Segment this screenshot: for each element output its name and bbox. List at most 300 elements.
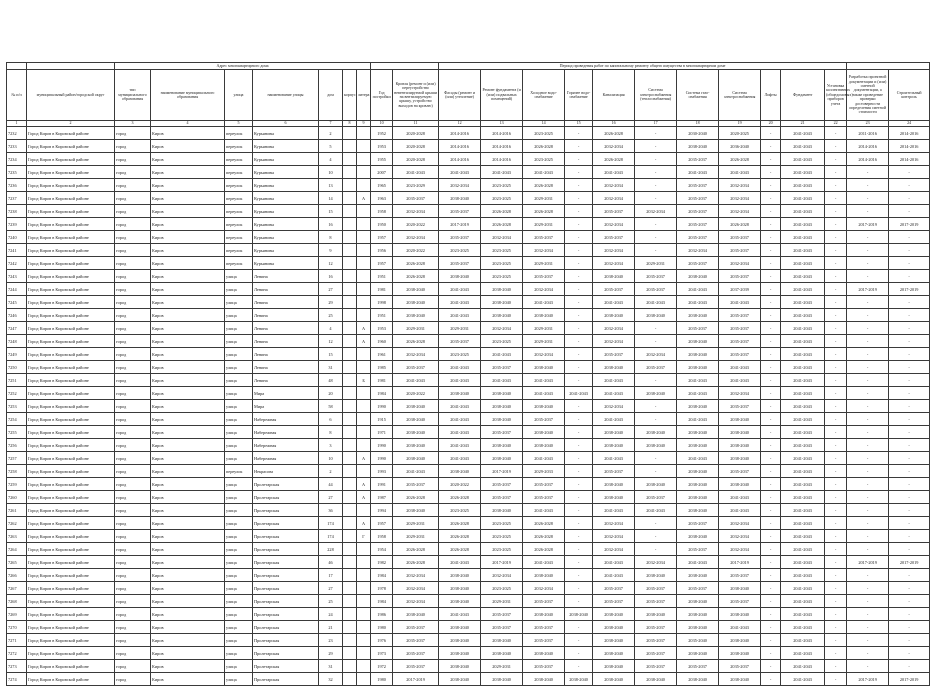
table-cell: 2035-2040 xyxy=(677,634,719,647)
table-cell: улица xyxy=(225,621,253,634)
table-cell: - xyxy=(825,127,847,140)
table-cell: 2035-2037 xyxy=(677,582,719,595)
table-cell: - xyxy=(635,231,677,244)
table-cell: - xyxy=(889,322,930,335)
table-cell: 2041-2043 xyxy=(781,608,825,621)
table-cell: 2035-2037 xyxy=(635,647,677,660)
table-cell: - xyxy=(761,647,781,660)
table-cell: 2035-2037 xyxy=(677,517,719,530)
table-row xyxy=(7,387,930,400)
table-cell: 31 xyxy=(319,361,343,374)
table-cell: - xyxy=(565,582,593,595)
table-cell: - xyxy=(825,309,847,322)
table-cell: 4 xyxy=(319,153,343,166)
table-cell: 2041-2043 xyxy=(781,361,825,374)
table-cell: Пролетарская xyxy=(253,530,319,543)
table-cell: - xyxy=(635,465,677,478)
table-cell: 7241 xyxy=(7,244,27,257)
table-cell: улица xyxy=(225,660,253,673)
table-cell: - xyxy=(565,192,593,205)
table-cell: Ленина xyxy=(253,361,319,374)
table-cell: 2038-2040 xyxy=(565,673,593,686)
table-cell: 2023-2025 xyxy=(523,127,565,140)
table-cell: - xyxy=(565,309,593,322)
table-cell: Киров xyxy=(151,283,225,296)
table-cell: Киров xyxy=(151,504,225,517)
table-cell: 1990 xyxy=(371,439,393,452)
table-cell: Киров xyxy=(151,478,225,491)
table-cell: Город Киров в Кировской районе xyxy=(27,374,115,387)
table-cell xyxy=(357,400,371,413)
table-cell: - xyxy=(825,153,847,166)
table-cell: 2035-2037 xyxy=(635,283,677,296)
table-cell: 2038-2040 xyxy=(593,309,635,322)
table-cell: - xyxy=(825,400,847,413)
table-row xyxy=(7,257,930,270)
column-header: наименование улицы xyxy=(253,70,319,121)
table-cell: - xyxy=(847,569,889,582)
table-cell: 2038-2040 xyxy=(481,439,523,452)
table-cell: Киров xyxy=(151,556,225,569)
table-cell: 2014-2016 xyxy=(847,140,889,153)
table-cell: 2041-2043 xyxy=(781,452,825,465)
table-row xyxy=(7,465,930,478)
table-cell xyxy=(357,283,371,296)
table-cell: 2041-2043 xyxy=(393,374,439,387)
table-cell: 2035-2037 xyxy=(593,595,635,608)
table-cell: 2041-2043 xyxy=(481,348,523,361)
table-cell: - xyxy=(825,205,847,218)
table-cell: - xyxy=(565,452,593,465)
table-cell xyxy=(343,478,357,491)
table-cell: 2014-2016 xyxy=(889,153,930,166)
table-cell xyxy=(343,374,357,387)
table-cell: - xyxy=(565,361,593,374)
table-cell: 2035-2037 xyxy=(523,413,565,426)
table-cell xyxy=(343,309,357,322)
table-cell xyxy=(343,673,357,686)
table-cell: 2041-2043 xyxy=(781,309,825,322)
table-cell: 2038-2040 xyxy=(719,439,761,452)
table-cell: 2023-2025 xyxy=(481,257,523,270)
table-cell: - xyxy=(825,283,847,296)
table-cell: 2038-2040 xyxy=(481,452,523,465)
table-cell: 2026-2028 xyxy=(393,335,439,348)
table-cell: 1956 xyxy=(371,244,393,257)
table-cell: Город Киров в Кировской районе xyxy=(27,582,115,595)
table-cell: город xyxy=(115,426,151,439)
table-cell: 8 xyxy=(319,231,343,244)
table-cell: - xyxy=(761,413,781,426)
table-cell: город xyxy=(115,673,151,686)
table-cell: 2038-2040 xyxy=(719,413,761,426)
table-cell: Киров xyxy=(151,426,225,439)
table-cell: - xyxy=(889,439,930,452)
table-cell xyxy=(343,270,357,283)
table-cell: 2038-2040 xyxy=(393,283,439,296)
table-cell: Ленина xyxy=(253,270,319,283)
table-cell: 1984 xyxy=(371,387,393,400)
table-cell xyxy=(343,504,357,517)
table-cell: 2041-2043 xyxy=(781,218,825,231)
column-header: Фундамент xyxy=(781,70,825,121)
table-cell: улица xyxy=(225,569,253,582)
table-cell: улица xyxy=(225,595,253,608)
table-cell: - xyxy=(889,478,930,491)
table-cell xyxy=(357,556,371,569)
table-cell: 2041-2043 xyxy=(781,621,825,634)
table-cell: - xyxy=(761,491,781,504)
table-row xyxy=(7,413,930,426)
table-cell: Курьяновы xyxy=(253,218,319,231)
table-cell: 2041-2043 xyxy=(781,595,825,608)
table-cell: 2035-2037 xyxy=(719,595,761,608)
table-cell: Киров xyxy=(151,257,225,270)
table-cell: 2036-2040 xyxy=(719,140,761,153)
table-cell: 1953 xyxy=(371,322,393,335)
table-cell: 1985 xyxy=(371,361,393,374)
table-cell: 1990 xyxy=(371,400,393,413)
table-cell: 7258 xyxy=(7,465,27,478)
table-cell: - xyxy=(847,166,889,179)
table-cell: - xyxy=(889,530,930,543)
table-cell: Город Киров в Кировской районе xyxy=(27,296,115,309)
table-cell xyxy=(343,621,357,634)
column-header: Кровля (ремонт и (или) переустройство невентилируемой крыши на вентилируемую крышу, устройство выходов на кровлю) xyxy=(393,70,439,121)
table-row xyxy=(7,192,930,205)
table-cell: город xyxy=(115,153,151,166)
table-cell: улица xyxy=(225,387,253,400)
table-cell: 2041-2043 xyxy=(439,283,481,296)
column-number: 15 xyxy=(565,121,593,127)
table-cell: 2020-2028 xyxy=(393,127,439,140)
column-number: 12 xyxy=(439,121,481,127)
table-cell: - xyxy=(825,439,847,452)
table-cell: Киров xyxy=(151,179,225,192)
table-cell: 2041-2043 xyxy=(593,166,635,179)
table-cell: 2029-2031 xyxy=(439,322,481,335)
table-cell: 2026-2028 xyxy=(439,517,481,530)
table-cell: 2035-2037 xyxy=(481,478,523,491)
table-cell xyxy=(357,608,371,621)
table-cell: - xyxy=(565,465,593,478)
table-cell: 17 xyxy=(319,569,343,582)
table-cell: улица xyxy=(225,647,253,660)
table-cell: 27 xyxy=(319,582,343,595)
table-cell: 2032-2034 xyxy=(393,231,439,244)
table-cell: город xyxy=(115,179,151,192)
table-cell: город xyxy=(115,478,151,491)
table-cell: 2038-2040 xyxy=(677,140,719,153)
table-cell: Курьяновы xyxy=(253,205,319,218)
table-cell: - xyxy=(825,257,847,270)
column-number: 24 xyxy=(889,121,930,127)
table-cell: А xyxy=(357,452,371,465)
table-row xyxy=(7,400,930,413)
table-cell: Киров xyxy=(151,517,225,530)
table-cell: 2038-2040 xyxy=(481,400,523,413)
table-cell: 13 xyxy=(319,179,343,192)
table-cell: 1973 xyxy=(371,647,393,660)
table-cell: 2026-2028 xyxy=(593,127,635,140)
table-cell: 2023-2025 xyxy=(481,335,523,348)
table-cell: Пролетарская xyxy=(253,478,319,491)
table-cell xyxy=(357,127,371,140)
table-cell: Курьяновы xyxy=(253,257,319,270)
table-cell: 2041-2043 xyxy=(439,426,481,439)
table-cell: 2035-2037 xyxy=(481,621,523,634)
table-row xyxy=(7,374,930,387)
table-cell: 27 xyxy=(319,283,343,296)
table-cell: 2035-2037 xyxy=(593,231,635,244)
table-cell xyxy=(357,660,371,673)
table-cell: - xyxy=(635,153,677,166)
table-cell: 2038-2040 xyxy=(593,426,635,439)
table-cell: улица xyxy=(225,374,253,387)
table-cell: 2041-2043 xyxy=(781,231,825,244)
table-cell: 2032-2034 xyxy=(481,569,523,582)
table-cell: - xyxy=(761,218,781,231)
table-cell: 20 xyxy=(319,387,343,400)
table-cell: 2041-2043 xyxy=(439,413,481,426)
table-cell xyxy=(343,530,357,543)
table-cell: 2023-2025 xyxy=(439,348,481,361)
table-row xyxy=(7,673,930,686)
table-cell: 2041-2043 xyxy=(439,608,481,621)
table-cell: 2038-2040 xyxy=(719,478,761,491)
table-cell: Киров xyxy=(151,634,225,647)
table-cell: 2023-2025 xyxy=(439,504,481,517)
table-cell: город xyxy=(115,504,151,517)
table-cell: 2026-2028 xyxy=(523,140,565,153)
table-cell: 2029-2031 xyxy=(635,257,677,270)
table-cell: - xyxy=(761,374,781,387)
table-cell: - xyxy=(889,543,930,556)
table-cell: город xyxy=(115,634,151,647)
table-cell: 2026-2028 xyxy=(481,218,523,231)
table-cell: А xyxy=(357,335,371,348)
table-cell: - xyxy=(565,270,593,283)
table-cell: 2035-2037 xyxy=(677,192,719,205)
table-cell: 7249 xyxy=(7,348,27,361)
table-cell: 2032-2034 xyxy=(719,257,761,270)
table-cell: 2032-2034 xyxy=(719,205,761,218)
table-cell xyxy=(357,439,371,452)
table-cell: Киров xyxy=(151,452,225,465)
table-cell: 7260 xyxy=(7,491,27,504)
table-cell: 2035-2037 xyxy=(593,348,635,361)
column-header: Канализация xyxy=(593,70,635,121)
table-cell: 2035-2037 xyxy=(481,361,523,374)
table-cell: 2032-2034 xyxy=(593,543,635,556)
table-cell: - xyxy=(635,335,677,348)
table-cell: 2032-2034 xyxy=(593,517,635,530)
table-cell: 2035-2037 xyxy=(719,270,761,283)
table-cell: 2041-2043 xyxy=(781,517,825,530)
table-cell: - xyxy=(889,361,930,374)
table-cell: город xyxy=(115,439,151,452)
table-cell: 2032-2034 xyxy=(719,192,761,205)
table-cell: 2035-2037 xyxy=(393,192,439,205)
table-cell: 2017-2019 xyxy=(847,218,889,231)
table-cell: 2041-2043 xyxy=(439,296,481,309)
column-number: 11 xyxy=(393,121,439,127)
table-cell: 2035-2037 xyxy=(439,257,481,270)
table-cell: 27 xyxy=(319,491,343,504)
table-cell: 2041-2043 xyxy=(781,569,825,582)
table-cell: город xyxy=(115,660,151,673)
table-cell: 14 xyxy=(319,192,343,205)
table-cell: Город Киров в Кировской районе xyxy=(27,270,115,283)
table-cell: Город Киров в Кировской районе xyxy=(27,231,115,244)
table-cell: 7245 xyxy=(7,296,27,309)
table-cell: Киров xyxy=(151,582,225,595)
table-cell: 2038-2040 xyxy=(593,608,635,621)
table-cell: 2041-2043 xyxy=(593,569,635,582)
table-cell: Город Киров в Кировской районе xyxy=(27,244,115,257)
table-cell xyxy=(343,608,357,621)
table-cell: - xyxy=(761,452,781,465)
table-cell: Город Киров в Кировской районе xyxy=(27,556,115,569)
table-cell: - xyxy=(847,543,889,556)
table-cell: 2041-2043 xyxy=(635,296,677,309)
table-cell: Город Киров в Кировской районе xyxy=(27,621,115,634)
table-cell: 1990 xyxy=(371,452,393,465)
column-number: 13 xyxy=(481,121,523,127)
table-cell: 2017-2019 xyxy=(393,673,439,686)
table-cell: 2035-2037 xyxy=(523,491,565,504)
program-table-sheet xyxy=(6,62,922,686)
table-cell: Г xyxy=(357,530,371,543)
column-number: 5 xyxy=(225,121,253,127)
table-cell xyxy=(343,179,357,192)
table-cell: Город Киров в Кировской районе xyxy=(27,387,115,400)
table-cell: 2038-2040 xyxy=(719,647,761,660)
table-cell: 2041-2043 xyxy=(593,387,635,400)
table-cell: 2038-2040 xyxy=(677,504,719,517)
table-cell: - xyxy=(889,595,930,608)
table-cell: - xyxy=(565,205,593,218)
table-cell xyxy=(343,400,357,413)
table-cell: 44 xyxy=(319,478,343,491)
table-cell: 2038-2040 xyxy=(593,673,635,686)
table-cell: город xyxy=(115,218,151,231)
table-cell xyxy=(357,634,371,647)
table-cell: 2017-2019 xyxy=(889,283,930,296)
table-cell: 2038-2040 xyxy=(719,426,761,439)
table-cell: Пролетарская xyxy=(253,621,319,634)
table-cell: - xyxy=(761,309,781,322)
table-row xyxy=(7,322,930,335)
table-cell: 2026-2028 xyxy=(593,153,635,166)
table-cell: - xyxy=(565,127,593,140)
table-cell: 2041-2043 xyxy=(439,374,481,387)
table-cell: 7237 xyxy=(7,192,27,205)
table-cell: Киров xyxy=(151,231,225,244)
table-cell: - xyxy=(761,140,781,153)
table-cell: 2032-2034 xyxy=(593,192,635,205)
table-cell: - xyxy=(565,478,593,491)
table-cell: 2041-2043 xyxy=(781,530,825,543)
table-cell: 1958 xyxy=(371,205,393,218)
table-cell: 2029-2031 xyxy=(523,322,565,335)
table-cell: Город Киров в Кировской районе xyxy=(27,634,115,647)
column-number: 7 xyxy=(319,121,343,127)
table-cell: 2035-2037 xyxy=(593,205,635,218)
table-cell: Город Киров в Кировской районе xyxy=(27,647,115,660)
table-cell: - xyxy=(889,452,930,465)
table-cell: 2038-2040 xyxy=(523,608,565,621)
table-cell: Ленина xyxy=(253,322,319,335)
table-cell: улица xyxy=(225,426,253,439)
table-cell: 2041-2043 xyxy=(781,179,825,192)
table-cell: 2035-2037 xyxy=(635,595,677,608)
table-cell xyxy=(357,413,371,426)
table-cell: 7243 xyxy=(7,270,27,283)
table-cell: Киров xyxy=(151,322,225,335)
table-cell xyxy=(357,140,371,153)
column-header: Система газо-снабжения xyxy=(677,70,719,121)
table-cell: 7270 xyxy=(7,621,27,634)
table-cell: 2035-2037 xyxy=(439,205,481,218)
table-cell: город xyxy=(115,556,151,569)
table-cell: 2032-2034 xyxy=(593,218,635,231)
table-cell: 2035-2037 xyxy=(523,634,565,647)
table-cell: - xyxy=(825,660,847,673)
table-row xyxy=(7,439,930,452)
table-cell: 2026-2028 xyxy=(719,153,761,166)
table-cell: Пролетарская xyxy=(253,673,319,686)
table-cell: 2032-2034 xyxy=(523,348,565,361)
table-cell: город xyxy=(115,413,151,426)
table-cell: Пролетарская xyxy=(253,543,319,556)
table-cell: Город Киров в Кировской районе xyxy=(27,660,115,673)
table-cell xyxy=(343,296,357,309)
table-cell xyxy=(357,153,371,166)
table-cell: 2 xyxy=(319,127,343,140)
table-cell: Город Киров в Кировской районе xyxy=(27,413,115,426)
table-cell: 2038-2040 xyxy=(523,673,565,686)
table-cell: 2023-2025 xyxy=(481,582,523,595)
table-cell: - xyxy=(889,309,930,322)
table-row xyxy=(7,569,930,582)
table-cell: 2017-2019 xyxy=(481,556,523,569)
table-cell: 2037-2039 xyxy=(719,283,761,296)
table-cell: 2035-2037 xyxy=(593,582,635,595)
table-cell: 7234 xyxy=(7,153,27,166)
table-cell: улица xyxy=(225,634,253,647)
table-row xyxy=(7,426,930,439)
column-number: 9 xyxy=(357,121,371,127)
table-cell: - xyxy=(889,634,930,647)
table-cell: 15 xyxy=(319,205,343,218)
table-cell xyxy=(343,257,357,270)
table-cell: 2038-2040 xyxy=(593,660,635,673)
table-cell: 2035-2037 xyxy=(481,491,523,504)
table-cell: 2038-2040 xyxy=(677,335,719,348)
table-cell: 2032-2034 xyxy=(593,322,635,335)
table-cell: - xyxy=(889,413,930,426)
table-cell: 2038-2040 xyxy=(439,387,481,400)
table-cell: 2035-2037 xyxy=(719,335,761,348)
table-cell: - xyxy=(635,218,677,231)
table-cell: 1965 xyxy=(371,179,393,192)
table-cell: - xyxy=(889,335,930,348)
table-cell: Киров xyxy=(151,374,225,387)
table-cell: город xyxy=(115,530,151,543)
table-cell: - xyxy=(761,582,781,595)
table-cell: 2026-2028 xyxy=(481,205,523,218)
